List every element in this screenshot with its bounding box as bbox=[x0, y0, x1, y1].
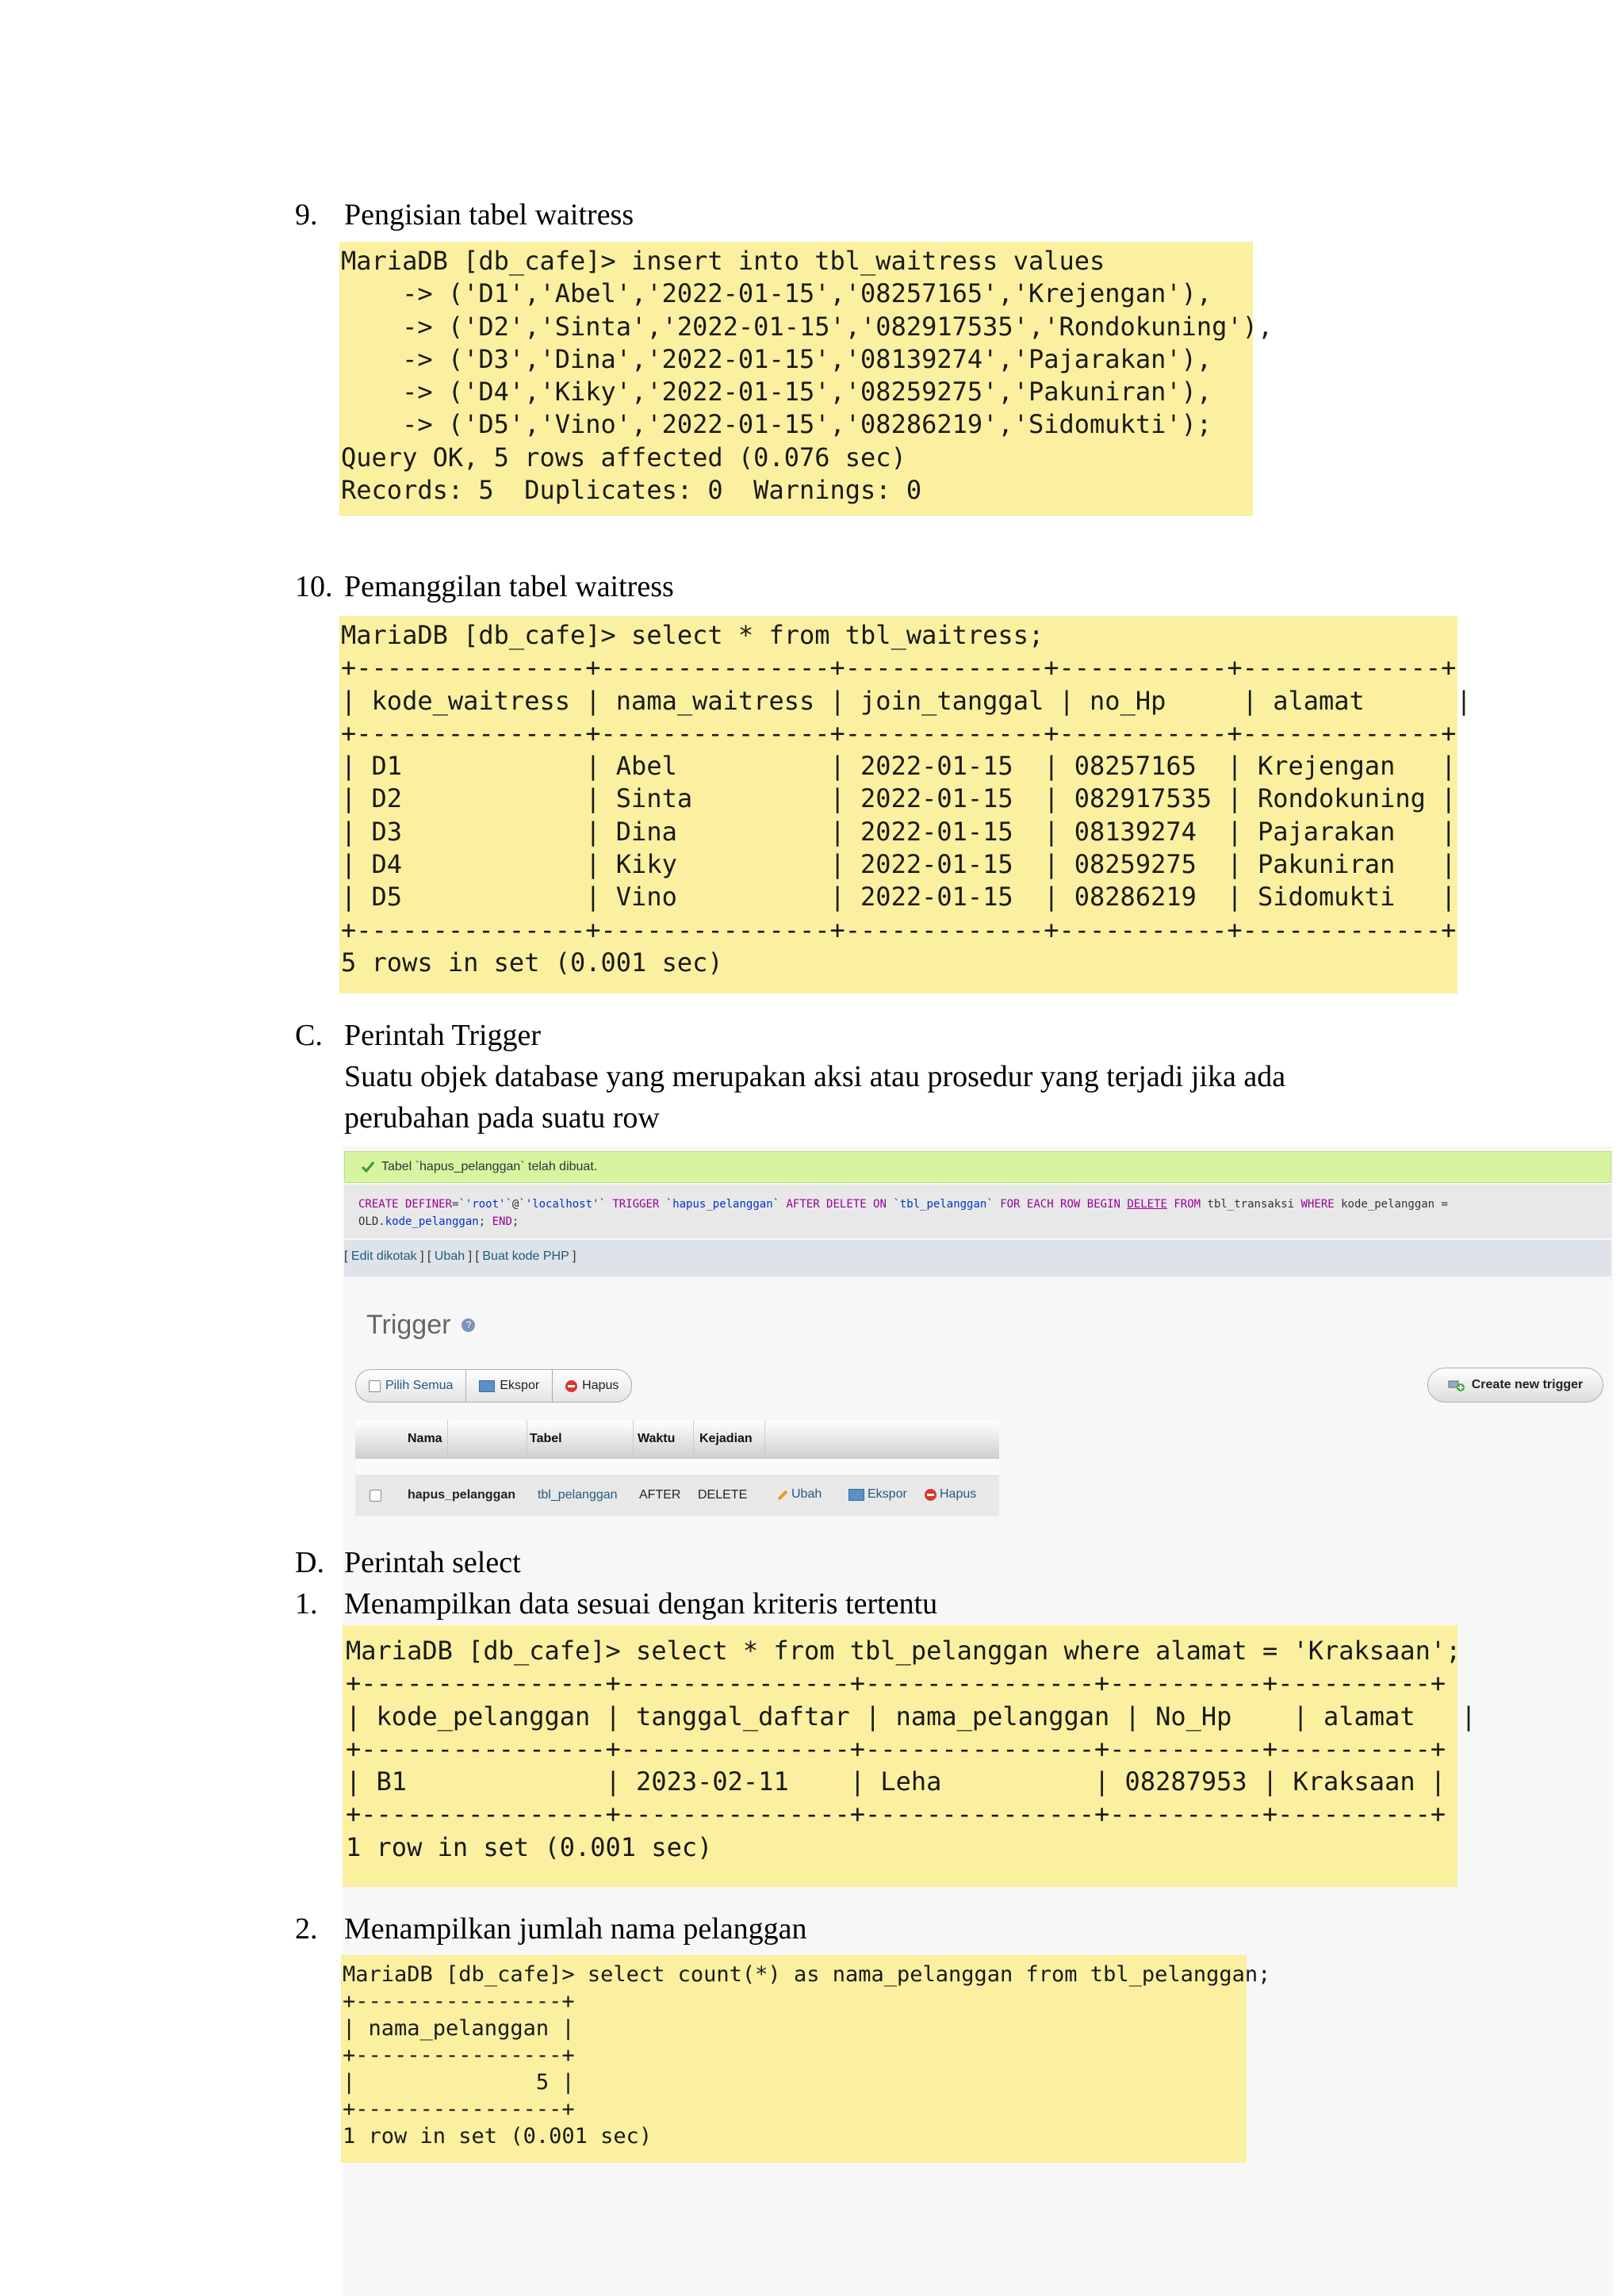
trigger-table-header bbox=[355, 1421, 999, 1459]
heading-number: 2. bbox=[295, 1912, 318, 1946]
heading-text: Menampilkan data sesuai dengan kriteris tertentu bbox=[344, 1587, 938, 1621]
terminal-line: MariaDB [db_cafe]> select * from tbl_waitress; bbox=[341, 620, 1044, 650]
delete-icon bbox=[565, 1380, 577, 1392]
description-line: perubahan pada suatu row bbox=[344, 1101, 660, 1135]
sql-line bbox=[358, 1196, 1597, 1213]
terminal-line: +---------------+---------------+-------------+-----------+-------------+ bbox=[341, 718, 1457, 748]
export-icon bbox=[479, 1380, 495, 1392]
terminal-line: | kode_pelanggan | tanggal_daftar | nama_pelanggan | No_Hp | alamat | bbox=[346, 1701, 1477, 1732]
success-message bbox=[344, 1151, 1611, 1183]
sql-token: ` bbox=[599, 1198, 613, 1211]
edit-link[interactable]: Ubah bbox=[434, 1249, 465, 1263]
heading-text: Pengisian tabel waitress bbox=[344, 198, 634, 232]
terminal-line: MariaDB [db_cafe]> select count(*) as nama_pelanggan from tbl_pelanggan; bbox=[343, 1962, 1271, 1987]
terminal-select-pelanggan bbox=[343, 1625, 1477, 1887]
terminal-line: -> ('D1','Abel','2022-01-15','08257165','Krejengan'), bbox=[341, 278, 1212, 309]
terminal-line: MariaDB [db_cafe]> insert into tbl_waitress values bbox=[341, 246, 1105, 276]
terminal-line: +----------------+ bbox=[343, 2043, 575, 2068]
heading-number: D. bbox=[295, 1546, 324, 1579]
terminal-line: +----------------+ bbox=[343, 2097, 575, 2122]
sql-token: `@` bbox=[505, 1198, 526, 1211]
col-table-header[interactable]: Tabel bbox=[530, 1432, 562, 1445]
sql-token: 'localhost' bbox=[525, 1198, 599, 1211]
terminal-line: | kode_waitress | nama_waitress | join_tanggal | no_Hp | alamat | bbox=[341, 685, 1472, 716]
terminal-line: +----------------+---------------+---------------+----------+----------+ bbox=[346, 1799, 1446, 1830]
heading-section-10 bbox=[295, 568, 1009, 605]
sql-token: FROM bbox=[1166, 1198, 1208, 1211]
sql-token: ; bbox=[511, 1215, 519, 1228]
export-icon bbox=[848, 1489, 864, 1501]
check-icon bbox=[361, 1161, 375, 1173]
create-trigger-button[interactable] bbox=[1427, 1368, 1603, 1402]
sql-token: CREATE DEFINER bbox=[358, 1198, 453, 1211]
row-export-action[interactable] bbox=[848, 1487, 907, 1502]
terminal-line: -> ('D2','Sinta','2022-01-15','082917535','Rondokuning'), bbox=[341, 311, 1274, 342]
terminal-line: Records: 5 Duplicates: 0 Warnings: 0 bbox=[341, 475, 922, 506]
trigger-title bbox=[366, 1310, 475, 1341]
terminal-line: +----------------+ bbox=[343, 1989, 575, 2014]
terminal-line: MariaDB [db_cafe]> select * from tbl_pelanggan where alamat = 'Kraksaan'; bbox=[346, 1636, 1461, 1666]
trigger-table-link[interactable]: tbl_pelanggan bbox=[538, 1488, 618, 1502]
sql-line bbox=[358, 1213, 1597, 1230]
add-trigger-icon bbox=[1448, 1379, 1465, 1391]
sql-token: =` bbox=[452, 1198, 465, 1211]
help-icon[interactable]: ? bbox=[462, 1318, 475, 1332]
row-delete-label: Hapus bbox=[940, 1487, 977, 1501]
terminal-line: 5 rows in set (0.001 sec) bbox=[341, 947, 723, 978]
terminal-line: +---------------+---------------+-------------+-----------+-------------+ bbox=[341, 652, 1457, 683]
trigger-name: hapus_pelanggan bbox=[408, 1488, 516, 1502]
terminal-line: +---------------+---------------+-------------+-----------+-------------+ bbox=[341, 914, 1457, 945]
sql-action-links: [ Edit dikotak ] [ Ubah ] [ Buat kode PHP ] bbox=[344, 1240, 1611, 1276]
edit-icon bbox=[776, 1488, 788, 1501]
terminal-line: | D5 | Vino | 2022-01-15 | 08286219 | Sidomukti | bbox=[341, 882, 1457, 913]
trigger-time: AFTER bbox=[639, 1488, 681, 1502]
export-label: Ekspor bbox=[500, 1379, 540, 1392]
delete-icon bbox=[925, 1489, 936, 1501]
heading-item-2 bbox=[295, 1911, 1247, 1947]
sql-token: ; bbox=[478, 1215, 492, 1228]
checkbox-icon bbox=[369, 1380, 381, 1392]
delete-button[interactable] bbox=[553, 1370, 631, 1402]
sql-token: kode_pelanggan = bbox=[1341, 1198, 1448, 1211]
sql-statement bbox=[344, 1184, 1611, 1238]
select-all-label: Pilih Semua bbox=[385, 1379, 454, 1392]
terminal-line: Query OK, 5 rows affected (0.076 sec) bbox=[341, 442, 906, 473]
row-edit-label: Ubah bbox=[791, 1487, 822, 1501]
heading-number: C. bbox=[295, 1019, 323, 1052]
terminal-line: | nama_pelanggan | bbox=[343, 2016, 575, 2041]
terminal-select-waitress bbox=[339, 616, 1472, 993]
terminal-line: +----------------+---------------+---------------+----------+----------+ bbox=[346, 1733, 1446, 1764]
col-event-header[interactable]: Kejadian bbox=[699, 1432, 753, 1445]
sql-token: FOR EACH ROW BEGIN bbox=[1000, 1198, 1128, 1211]
sql-token: WHERE bbox=[1300, 1198, 1342, 1211]
sql-token: 'root' bbox=[465, 1198, 506, 1211]
row-edit-action[interactable] bbox=[776, 1487, 822, 1502]
terminal-line: | D1 | Abel | 2022-01-15 | 08257165 | Krejengan | bbox=[341, 751, 1457, 782]
terminal-line: 1 row in set (0.001 sec) bbox=[346, 1831, 713, 1862]
heading-number: 10. bbox=[295, 570, 333, 603]
terminal-line: | 5 | bbox=[343, 2070, 575, 2095]
sql-token: AFTER DELETE ON bbox=[786, 1198, 894, 1211]
edit-inline-link[interactable]: Edit dikotak bbox=[350, 1249, 417, 1263]
terminal-line: | D4 | Kiky | 2022-01-15 | 08259275 | Pakuniran | bbox=[341, 849, 1457, 880]
terminal-line: | B1 | 2023-02-11 | Leha | 08287953 | Kraksaan | bbox=[346, 1766, 1446, 1797]
heading-text: Perintah Trigger bbox=[344, 1019, 542, 1052]
heading-number: 9. bbox=[295, 198, 318, 232]
sql-token: kode_pelanggan bbox=[385, 1215, 479, 1228]
row-export-label: Ekspor bbox=[868, 1487, 907, 1501]
heading-number: 1. bbox=[295, 1587, 318, 1621]
sql-token: DELETE bbox=[1127, 1198, 1167, 1211]
terminal-line: | D2 | Sinta | 2022-01-15 | 082917535 | Rondokuning | bbox=[341, 783, 1457, 814]
success-text: Tabel `hapus_pelanggan` telah dibuat. bbox=[381, 1160, 598, 1173]
terminal-line: -> ('D4','Kiky','2022-01-15','08259275','Pakuniran'), bbox=[341, 377, 1212, 408]
trigger-description bbox=[344, 1056, 1454, 1138]
heading-text: Menampilkan jumlah nama pelanggan bbox=[344, 1912, 807, 1946]
sql-token: `hapus_pelanggan` bbox=[665, 1198, 787, 1211]
bulk-action-buttons bbox=[355, 1369, 632, 1402]
terminal-line: +----------------+---------------+---------------+----------+----------+ bbox=[346, 1668, 1446, 1699]
delete-label: Hapus bbox=[582, 1379, 619, 1392]
sql-token: tbl_transaksi bbox=[1207, 1198, 1301, 1211]
sql-token: TRIGGER bbox=[612, 1198, 666, 1211]
sql-token: END bbox=[492, 1215, 512, 1228]
description-line: Suatu objek database yang merupakan aksi atau prosedur yang terjadi jika ada bbox=[344, 1060, 1286, 1093]
heading-item-1 bbox=[295, 1586, 1247, 1622]
trigger-title-text: Trigger bbox=[366, 1310, 451, 1340]
sql-token: OLD. bbox=[358, 1215, 385, 1228]
create-trigger-label: Create new trigger bbox=[1471, 1378, 1584, 1391]
col-name-header[interactable]: Nama bbox=[408, 1432, 442, 1445]
heading-section-9 bbox=[295, 197, 1009, 233]
heading-section-c bbox=[295, 1017, 1009, 1054]
terminal-line: -> ('D5','Vino','2022-01-15','08286219','Sidomukti'); bbox=[341, 409, 1212, 440]
terminal-count-pelanggan bbox=[341, 1955, 1271, 2163]
create-php-link[interactable]: Buat kode PHP bbox=[482, 1249, 569, 1263]
row-checkbox[interactable] bbox=[370, 1490, 381, 1502]
trigger-table-row bbox=[355, 1475, 999, 1516]
select-all-button[interactable] bbox=[356, 1370, 466, 1402]
heading-text: Pemanggilan tabel waitress bbox=[344, 570, 674, 603]
terminal-insert-waitress bbox=[339, 242, 1274, 516]
heading-section-d bbox=[295, 1544, 1009, 1581]
row-delete-action[interactable] bbox=[925, 1487, 976, 1502]
terminal-line: 1 row in set (0.001 sec) bbox=[343, 2124, 653, 2149]
export-button[interactable] bbox=[466, 1370, 553, 1402]
col-time-header[interactable]: Waktu bbox=[638, 1432, 676, 1445]
heading-text: Perintah select bbox=[344, 1546, 521, 1579]
terminal-line: -> ('D3','Dina','2022-01-15','08139274','Pajarakan'), bbox=[341, 343, 1212, 374]
sql-token: `tbl_pelanggan` bbox=[893, 1198, 1001, 1211]
terminal-line: | D3 | Dina | 2022-01-15 | 08139274 | Pajarakan | bbox=[341, 816, 1457, 847]
trigger-event: DELETE bbox=[698, 1488, 748, 1502]
